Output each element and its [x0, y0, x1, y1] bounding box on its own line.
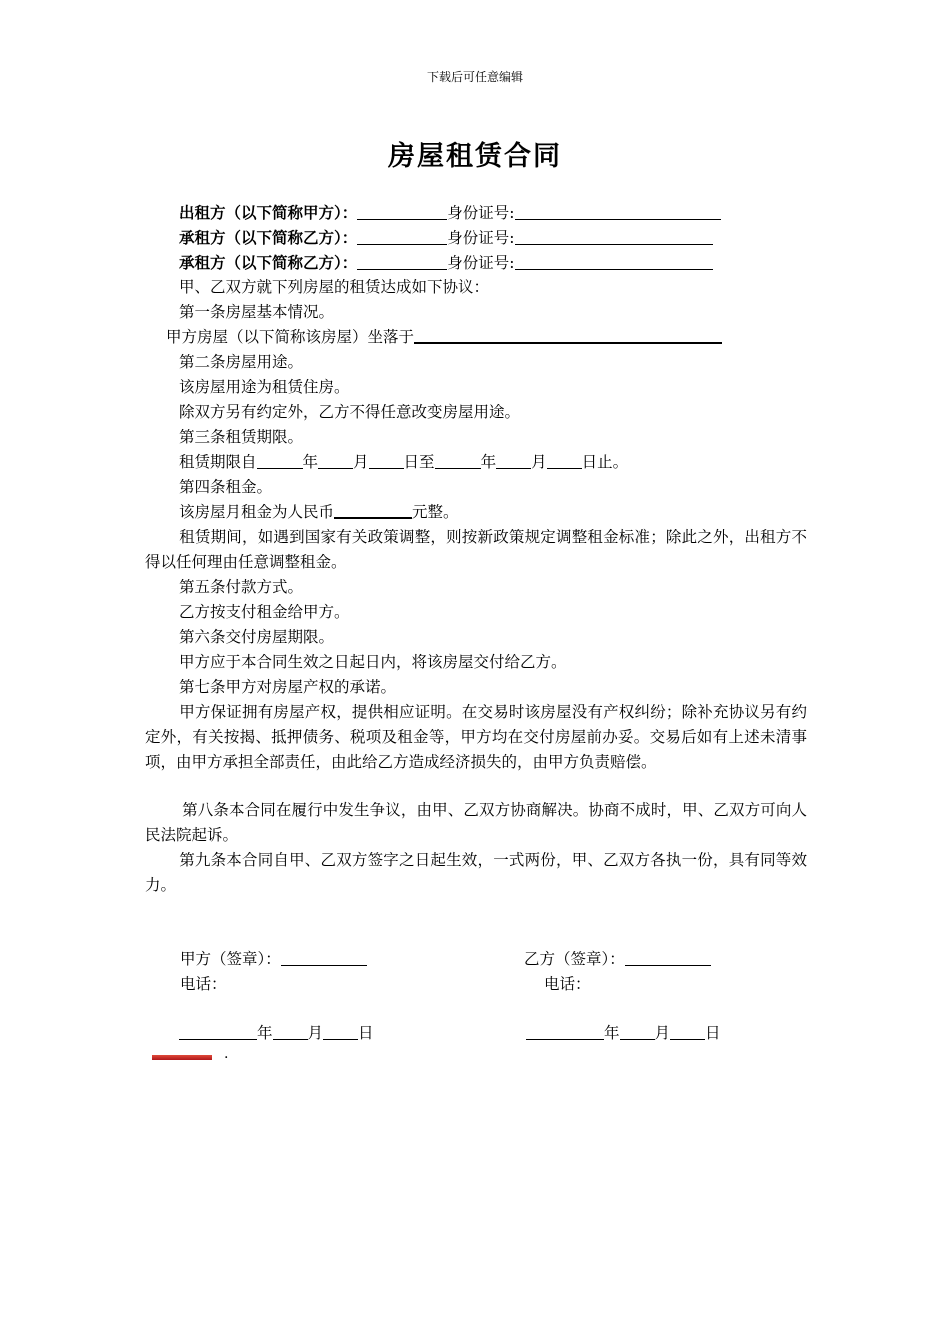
month-label: 月: [531, 453, 547, 471]
party-a-signature-blank: [281, 949, 367, 966]
party-lessee-row: [179, 225, 713, 251]
intro-text: 甲、乙双方就下列房屋的租赁达成如下协议：: [179, 278, 490, 296]
year-label: 年: [302, 453, 319, 471]
party-lessee-row-2: [179, 250, 713, 276]
party-b-signature-row: [524, 947, 711, 972]
party-a-phone: 电话：: [180, 975, 227, 993]
article-4-title: 第四条租金。: [179, 478, 273, 496]
article-2-title: 第二条房屋用途。: [179, 353, 304, 371]
article-1-location: 甲方房屋（以下简称该房屋）坐落于: [166, 328, 415, 346]
party-b-signature-label: 乙方（签章）：: [524, 950, 625, 968]
start-year-blank: [257, 452, 303, 469]
article-8: 第八条本合同在履行中发生争议，由甲、乙双方协商解决。协商不成时，甲、乙双方可向人民法院起诉。: [145, 801, 807, 844]
party-lessor-label: 出租方（以下简称甲方）：: [179, 203, 358, 222]
day-to-label: 日至: [403, 453, 435, 471]
party-b-year-blank: [526, 1023, 604, 1040]
year-label: 年: [480, 453, 497, 471]
end-month-blank: [496, 452, 531, 469]
article-6-p1: 甲方应于本合同生效之日起日内，将该房屋交付给乙方。: [179, 653, 567, 671]
article-6-title: 第六条交付房屋期限。: [179, 628, 335, 646]
party-b-day-blank: [670, 1023, 705, 1040]
party-b-month-blank: [620, 1023, 655, 1040]
article-9: 第九条本合同自甲、乙双方签字之日起生效，一式两份，甲、乙双方各执一份，具有同等效力。: [145, 851, 807, 894]
month-label: 月: [307, 1024, 324, 1042]
party-lessee-label-2: 承租方（以下简称乙方）：: [179, 253, 358, 272]
article-7-p1: 甲方保证拥有房屋产权，提供相应证明。在交易时该房屋没有产权纠纷；除补充协议另有约定外，有关按揭、抵押债务、税项及租金等，甲方均在交付房屋前办妥。交易后如有上述未清事项，由甲方承担全部责任，由此给乙方造成经济损失的，由甲方负责赔偿。: [145, 703, 807, 771]
rent-blank: [334, 501, 412, 519]
rent-suffix: 元整。: [412, 503, 459, 521]
article-1-location-row: [166, 325, 722, 350]
party-a-signature-row: [180, 947, 367, 972]
month-label: 月: [353, 453, 369, 471]
party-lessor-row: [179, 200, 721, 226]
lessee-name-blank-2: [357, 253, 447, 270]
red-divider-mark: [152, 1055, 212, 1060]
lessee-id-blank-2: [515, 253, 713, 270]
lessee-id-blank: [515, 228, 713, 245]
party-lessee-label: 承租方（以下简称乙方）：: [179, 228, 358, 247]
article-1-title: 第一条房屋基本情况。: [179, 303, 335, 321]
location-blank: [414, 326, 722, 344]
lessor-id-blank: [515, 203, 721, 220]
party-a-signature-label: 甲方（签章）：: [180, 950, 281, 968]
term-prefix: 租赁期限自: [179, 453, 257, 471]
month-label: 月: [654, 1024, 671, 1042]
day-label: 日: [705, 1024, 721, 1042]
day-end-label: 日止。: [581, 453, 629, 471]
article-2-p1: 该房屋用途为租赁住房。: [179, 378, 350, 396]
end-day-blank: [547, 452, 582, 469]
rent-prefix: 该房屋月租金为人民币: [179, 503, 335, 521]
document-title: 房屋租赁合同: [388, 141, 562, 172]
party-a-date-row: [179, 1021, 374, 1046]
article-3-title: 第三条租赁期限。: [179, 428, 304, 446]
lessor-id-label: 身份证号:: [447, 204, 515, 222]
party-a-year-blank: [179, 1023, 257, 1040]
party-a-month-blank: [273, 1023, 308, 1040]
day-label: 日: [358, 1024, 374, 1042]
party-b-signature-blank: [625, 949, 711, 966]
header-note: 下载后可任意编辑: [426, 70, 523, 84]
lessee-name-blank: [357, 228, 447, 245]
lessee-id-label: 身份证号:: [447, 229, 515, 247]
year-label: 年: [604, 1024, 620, 1042]
lessee-id-label-2: 身份证号:: [447, 254, 515, 272]
party-a-day-blank: [323, 1023, 358, 1040]
year-label: 年: [257, 1024, 273, 1042]
article-4-p2: 租赁期间，如遇到国家有关政策调整，则按新政策规定调整租金标准；除此之外，出租方不得以任何理由任意调整租金。: [145, 528, 807, 571]
start-day-blank: [369, 452, 404, 469]
lessor-name-blank: [357, 203, 447, 220]
article-3-term-row: [179, 450, 628, 475]
party-b-date-row: [526, 1021, 721, 1046]
article-4-rent-row: [179, 500, 459, 525]
start-month-blank: [318, 452, 353, 469]
trailing-dot: .: [224, 1046, 229, 1062]
article-5-p1: 乙方按支付租金给甲方。: [179, 603, 350, 621]
party-b-phone: 电话：: [544, 975, 591, 993]
article-2-p2: 除双方另有约定外，乙方不得任意改变房屋用途。: [179, 403, 521, 421]
article-7-title: 第七条甲方对房屋产权的承诺。: [179, 678, 397, 696]
end-year-blank: [435, 452, 481, 469]
article-5-title: 第五条付款方式。: [179, 578, 304, 596]
